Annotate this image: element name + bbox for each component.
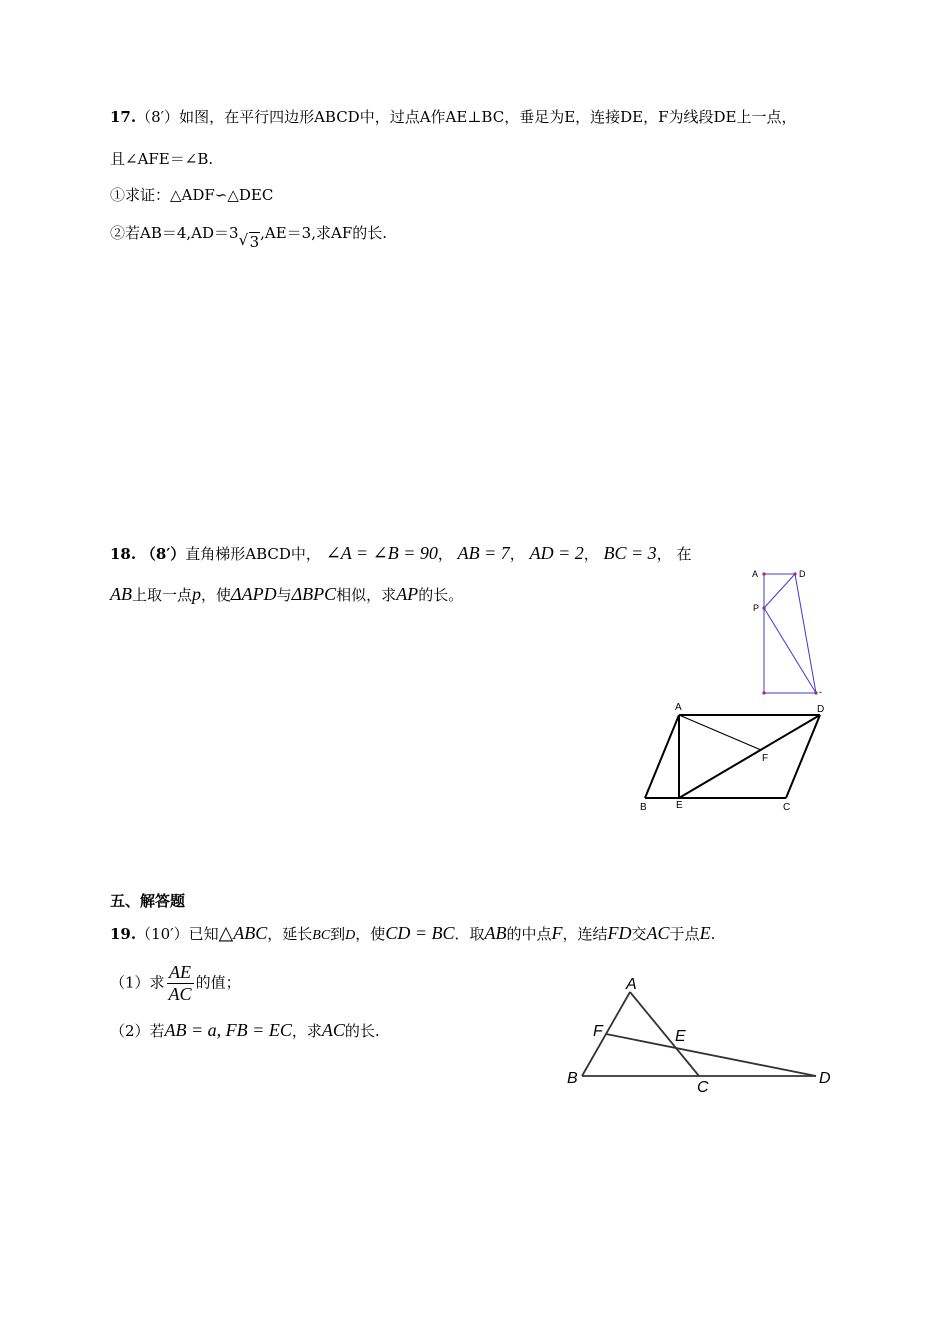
label-e: E (676, 800, 683, 811)
q17-stem-line1: 如图，在平行四边形ABCD中，过点A作AE⊥BC，垂足为E，连接DE，F为线段DE上一点， (179, 108, 797, 126)
q18-text-a: 直角梯形ABCD中， (185, 545, 321, 563)
label-b: B (640, 802, 647, 813)
q19-triangle-figure (560, 970, 845, 1100)
label-f: F (593, 1023, 603, 1040)
q19-part1: （1）求 $\frac{AE}{AC}$ 的值； (110, 962, 241, 1004)
q17-line1 (110, 106, 797, 127)
edge-cd (786, 715, 820, 798)
label-d: D (817, 704, 825, 715)
label-a: A (626, 976, 637, 993)
label-d: D (819, 1070, 831, 1087)
label-f: F (762, 753, 769, 764)
q18-math-ad: AD = 2 (529, 543, 584, 563)
label-d: D (799, 569, 806, 579)
q18-line1: 18. （8′）直角梯形ABCD中， ∠A = ∠B = 90， AB = 7， AD = 2， BC = 3， 在 (110, 543, 692, 563)
q18-trapezoid-figure (740, 560, 840, 700)
q18-math-angles: ∠A = ∠B = 90 (325, 543, 438, 563)
q17-part2-b: ,AE＝3,求AF的长. (260, 224, 387, 242)
q18-math-bc: BC = 3 (603, 543, 657, 563)
label-c: C (783, 802, 791, 813)
q18-text-zai: 在 (676, 545, 692, 563)
q18-number: 18. (110, 545, 137, 563)
edge-ab (645, 715, 679, 798)
segment-fd (606, 1034, 816, 1076)
q17-number: 17. (110, 108, 137, 126)
q17-score: （8′） (136, 108, 180, 126)
segment-de (679, 715, 820, 798)
q18-score: （8′） (140, 545, 186, 563)
label-a: A (675, 702, 682, 713)
q18-line2: AB上取一点p，使ΔAPD与ΔBPC相似，求AP的长。 (110, 584, 464, 604)
section-title: 五、解答题 (110, 892, 186, 910)
label-b: B (567, 1070, 578, 1087)
label-c: C (697, 1079, 709, 1096)
label-p: P (753, 603, 760, 613)
segment-af (679, 715, 761, 750)
q19-line1: 19.（10′）已知△ABC，延长BC到D，使CD = BC．取AB的中点F，连结FD交AC于点E. (110, 922, 716, 944)
sqrt-three: √ 3 (238, 231, 260, 251)
q19-part2: （2）若AB = a, FB = EC，求AC的长. (110, 1020, 380, 1040)
label-c: - (819, 687, 822, 697)
q17-part2-a: ②若AB＝4,AD＝3 (110, 224, 239, 242)
q17-parallelogram-figure (630, 695, 840, 825)
q17-stem-line2: 且∠AFE＝∠B. (110, 150, 214, 168)
q17-part2 (110, 222, 387, 251)
edge-ac (630, 992, 699, 1076)
label-e: E (675, 1028, 686, 1045)
q18-math-ab: AB = 7 (457, 543, 510, 563)
label-a: A (752, 569, 759, 579)
fraction-ae-ac: $\frac{AE}{AC}$ (168, 962, 192, 1004)
segment-pd (764, 574, 795, 608)
q17-part1: ①求证：△ADF∽△DEC (110, 186, 274, 204)
